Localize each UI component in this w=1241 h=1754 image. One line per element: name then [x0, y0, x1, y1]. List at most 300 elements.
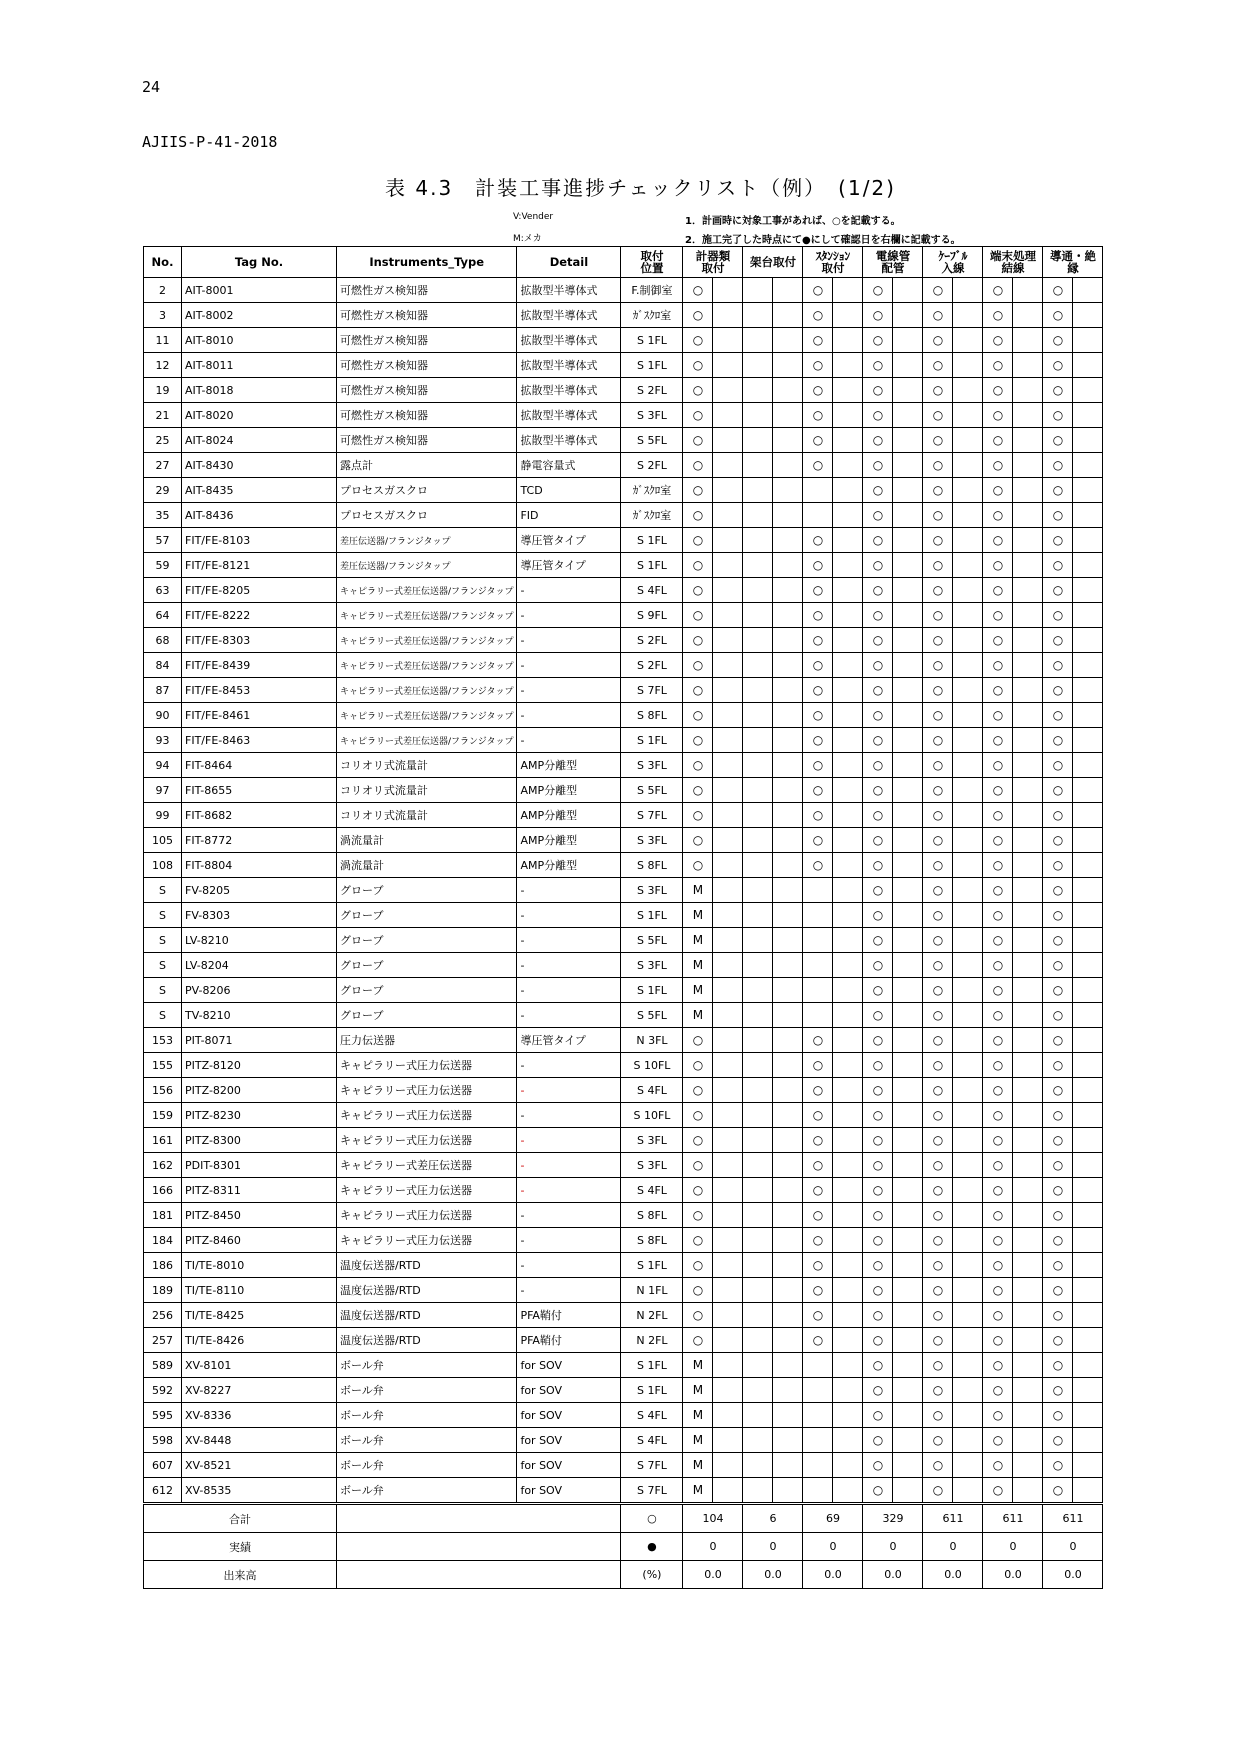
- table-row: [144, 928, 1103, 953]
- row-cont-mark: ○: [1043, 278, 1073, 303]
- row-term-mark: ○: [983, 653, 1013, 678]
- row-no: 162: [144, 1153, 182, 1178]
- row-cont-date: [1073, 1178, 1103, 1203]
- row-stand-mark: [743, 978, 773, 1003]
- row-stand-mark: [743, 503, 773, 528]
- row-station-date: [833, 1203, 863, 1228]
- row-cont-mark: ○: [1043, 753, 1073, 778]
- row-meter-date: [713, 1353, 743, 1378]
- row-term-date: [1013, 878, 1043, 903]
- row-station-mark: [803, 1403, 833, 1428]
- row-station-date: [833, 328, 863, 353]
- row-stand-mark: [743, 653, 773, 678]
- row-location: S 5FL: [621, 778, 683, 803]
- table-row: [144, 1278, 1103, 1303]
- row-location: S 1FL: [621, 1378, 683, 1403]
- row-meter-mark: ○: [683, 1228, 713, 1253]
- row-term-mark: ○: [983, 703, 1013, 728]
- row-term-mark: ○: [983, 953, 1013, 978]
- row-station-date: [833, 478, 863, 503]
- table-row: [144, 803, 1103, 828]
- row-stand-mark: [743, 1103, 773, 1128]
- row-no: 159: [144, 1103, 182, 1128]
- row-station-date: [833, 1053, 863, 1078]
- row-cont-mark: ○: [1043, 1203, 1073, 1228]
- table-row: [144, 1403, 1103, 1428]
- row-station-mark: ○: [803, 803, 833, 828]
- row-cable-mark: ○: [923, 503, 953, 528]
- row-stand-date: [773, 878, 803, 903]
- row-cont-mark: ○: [1043, 878, 1073, 903]
- row-conduit-mark: ○: [863, 678, 893, 703]
- row-conduit-mark: ○: [863, 528, 893, 553]
- row-stand-mark: [743, 553, 773, 578]
- row-location: S 3FL: [621, 953, 683, 978]
- row-instrument-type: 可燃性ガス検知器: [337, 378, 517, 403]
- row-cont-mark: ○: [1043, 1353, 1073, 1378]
- row-conduit-mark: ○: [863, 903, 893, 928]
- row-station-date: [833, 578, 863, 603]
- row-cont-date: [1073, 678, 1103, 703]
- row-conduit-date: [893, 478, 923, 503]
- row-meter-mark: M: [683, 953, 713, 978]
- row-cable-date: [953, 353, 983, 378]
- row-meter-mark: ○: [683, 803, 713, 828]
- row-meter-date: [713, 1303, 743, 1328]
- row-cable-date: [953, 453, 983, 478]
- row-cont-date: [1073, 878, 1103, 903]
- row-meter-date: [713, 353, 743, 378]
- summary-value: 69: [803, 1504, 863, 1533]
- row-cable-mark: ○: [923, 728, 953, 753]
- row-cable-date: [953, 1178, 983, 1203]
- row-term-mark: ○: [983, 378, 1013, 403]
- row-term-date: [1013, 1203, 1043, 1228]
- row-detail: -: [517, 978, 621, 1003]
- row-detail: 静電容量式: [517, 453, 621, 478]
- row-detail: AMP分離型: [517, 778, 621, 803]
- row-no: 257: [144, 1328, 182, 1353]
- row-cont-date: [1073, 1078, 1103, 1103]
- row-cable-mark: ○: [923, 1228, 953, 1253]
- row-tag: PITZ-8460: [182, 1228, 337, 1253]
- row-cable-mark: ○: [923, 1003, 953, 1028]
- row-term-date: [1013, 1478, 1043, 1504]
- row-cont-date: [1073, 503, 1103, 528]
- row-term-date: [1013, 278, 1043, 303]
- row-station-date: [833, 1028, 863, 1053]
- row-cable-mark: ○: [923, 1128, 953, 1153]
- row-tag: FIT-8682: [182, 803, 337, 828]
- row-cable-mark: ○: [923, 928, 953, 953]
- row-instrument-type: キャピラリー式圧力伝送器: [337, 1178, 517, 1203]
- row-stand-mark: [743, 1403, 773, 1428]
- row-stand-date: [773, 278, 803, 303]
- summary-value: 6: [743, 1504, 803, 1533]
- row-conduit-mark: ○: [863, 553, 893, 578]
- row-term-mark: ○: [983, 278, 1013, 303]
- row-meter-date: [713, 1278, 743, 1303]
- row-stand-mark: [743, 928, 773, 953]
- row-cable-date: [953, 1128, 983, 1153]
- row-tag: FIT/FE-8222: [182, 603, 337, 628]
- row-stand-mark: [743, 853, 773, 878]
- row-stand-mark: [743, 1128, 773, 1153]
- row-instrument-type: コリオリ式流量計: [337, 803, 517, 828]
- row-detail: -: [517, 1078, 621, 1103]
- header-tag: Tag No.: [182, 247, 337, 278]
- header-instrument-type: Instruments_Type: [337, 247, 517, 278]
- row-cont-mark: ○: [1043, 1053, 1073, 1078]
- row-meter-date: [713, 628, 743, 653]
- row-cont-mark: ○: [1043, 678, 1073, 703]
- row-stand-mark: [743, 1428, 773, 1453]
- row-detail: AMP分離型: [517, 803, 621, 828]
- row-instrument-type: グローブ: [337, 953, 517, 978]
- row-stand-mark: [743, 728, 773, 753]
- row-term-date: [1013, 978, 1043, 1003]
- row-location: N 1FL: [621, 1278, 683, 1303]
- row-meter-date: [713, 1228, 743, 1253]
- row-cable-date: [953, 1453, 983, 1478]
- row-conduit-mark: ○: [863, 328, 893, 353]
- row-cont-mark: ○: [1043, 453, 1073, 478]
- row-tag: LV-8204: [182, 953, 337, 978]
- row-term-mark: ○: [983, 1128, 1013, 1153]
- row-conduit-mark: ○: [863, 1403, 893, 1428]
- row-stand-mark: [743, 278, 773, 303]
- row-cable-mark: ○: [923, 853, 953, 878]
- row-detail: -: [517, 1103, 621, 1128]
- row-stand-date: [773, 1353, 803, 1378]
- row-instrument-type: キャピラリー式圧力伝送器: [337, 1228, 517, 1253]
- row-tag: PITZ-8300: [182, 1128, 337, 1153]
- row-stand-date: [773, 1378, 803, 1403]
- row-meter-mark: ○: [683, 503, 713, 528]
- row-cont-date: [1073, 1478, 1103, 1504]
- row-tag: LV-8210: [182, 928, 337, 953]
- row-detail: -: [517, 1178, 621, 1203]
- row-stand-mark: [743, 303, 773, 328]
- row-conduit-date: [893, 528, 923, 553]
- row-instrument-type: グローブ: [337, 878, 517, 903]
- table-title: 表 4.3 計装工事進捗チェックリスト（例） (1/2): [385, 176, 896, 200]
- row-meter-mark: M: [683, 1428, 713, 1453]
- row-meter-mark: ○: [683, 853, 713, 878]
- row-meter-date: [713, 403, 743, 428]
- row-conduit-mark: ○: [863, 828, 893, 853]
- row-cable-mark: ○: [923, 1203, 953, 1228]
- row-location: S 7FL: [621, 1453, 683, 1478]
- row-instrument-type: 可燃性ガス検知器: [337, 303, 517, 328]
- row-term-mark: ○: [983, 403, 1013, 428]
- row-conduit-date: [893, 1278, 923, 1303]
- row-meter-date: [713, 478, 743, 503]
- row-detail: PFA鞘付: [517, 1303, 621, 1328]
- row-conduit-mark: ○: [863, 1103, 893, 1128]
- row-conduit-date: [893, 403, 923, 428]
- row-station-mark: ○: [803, 328, 833, 353]
- row-station-date: [833, 778, 863, 803]
- table-row: [144, 1353, 1103, 1378]
- row-meter-date: [713, 878, 743, 903]
- summary-value: 0.0: [863, 1561, 923, 1589]
- row-station-mark: ○: [803, 1303, 833, 1328]
- row-term-date: [1013, 1453, 1043, 1478]
- row-cable-mark: ○: [923, 878, 953, 903]
- row-detail: for SOV: [517, 1378, 621, 1403]
- table-row: [144, 1103, 1103, 1128]
- row-stand-date: [773, 853, 803, 878]
- row-conduit-date: [893, 1153, 923, 1178]
- row-station-date: [833, 1303, 863, 1328]
- row-meter-mark: ○: [683, 1053, 713, 1078]
- row-meter-date: [713, 653, 743, 678]
- table-row: [144, 1078, 1103, 1103]
- row-station-date: [833, 1078, 863, 1103]
- row-meter-mark: ○: [683, 278, 713, 303]
- row-stand-date: [773, 1178, 803, 1203]
- row-stand-mark: [743, 753, 773, 778]
- row-cable-mark: ○: [923, 753, 953, 778]
- row-cont-date: [1073, 1153, 1103, 1178]
- table-row: [144, 828, 1103, 853]
- row-meter-date: [713, 1053, 743, 1078]
- row-stand-mark: [743, 1153, 773, 1178]
- row-conduit-date: [893, 978, 923, 1003]
- row-station-mark: [803, 928, 833, 953]
- row-conduit-mark: ○: [863, 453, 893, 478]
- row-no: S: [144, 903, 182, 928]
- row-cable-date: [953, 278, 983, 303]
- row-term-date: [1013, 553, 1043, 578]
- row-instrument-type: グローブ: [337, 928, 517, 953]
- row-location: S 10FL: [621, 1103, 683, 1128]
- row-station-date: [833, 1353, 863, 1378]
- row-station-date: [833, 528, 863, 553]
- row-stand-mark: [743, 1228, 773, 1253]
- row-tag: TI/TE-8426: [182, 1328, 337, 1353]
- row-station-mark: ○: [803, 678, 833, 703]
- row-cable-date: [953, 928, 983, 953]
- row-no: 84: [144, 653, 182, 678]
- row-station-date: [833, 1253, 863, 1278]
- row-station-date: [833, 678, 863, 703]
- row-conduit-date: [893, 878, 923, 903]
- row-term-date: [1013, 853, 1043, 878]
- row-cont-date: [1073, 1278, 1103, 1303]
- row-cable-date: [953, 1403, 983, 1428]
- row-no: 94: [144, 753, 182, 778]
- table-row: [144, 753, 1103, 778]
- row-term-date: [1013, 528, 1043, 553]
- row-cont-date: [1073, 1228, 1103, 1253]
- row-instrument-type: ボール弁: [337, 1403, 517, 1428]
- row-cont-mark: ○: [1043, 353, 1073, 378]
- row-cable-date: [953, 478, 983, 503]
- row-conduit-date: [893, 928, 923, 953]
- row-meter-date: [713, 1178, 743, 1203]
- row-station-mark: ○: [803, 778, 833, 803]
- row-detail: -: [517, 703, 621, 728]
- row-stand-mark: [743, 478, 773, 503]
- row-instrument-type: 可燃性ガス検知器: [337, 278, 517, 303]
- row-stand-date: [773, 328, 803, 353]
- row-cable-mark: ○: [923, 1178, 953, 1203]
- row-meter-date: [713, 778, 743, 803]
- row-cont-date: [1073, 828, 1103, 853]
- row-cont-mark: ○: [1043, 578, 1073, 603]
- table-row: [144, 578, 1103, 603]
- row-detail: for SOV: [517, 1478, 621, 1504]
- row-location: S 7FL: [621, 1478, 683, 1504]
- row-cont-mark: ○: [1043, 1103, 1073, 1128]
- row-term-date: [1013, 603, 1043, 628]
- row-stand-date: [773, 803, 803, 828]
- row-term-mark: ○: [983, 578, 1013, 603]
- row-instrument-type: 渦流量計: [337, 828, 517, 853]
- row-no: 161: [144, 1128, 182, 1153]
- row-instrument-type: 差圧伝送器/フランジタップ: [337, 553, 517, 578]
- row-stand-date: [773, 453, 803, 478]
- row-detail: -: [517, 1253, 621, 1278]
- row-instrument-type: キャピラリー式差圧伝送器/フランジタップ: [337, 703, 517, 728]
- row-station-mark: ○: [803, 278, 833, 303]
- summary-value: 0.0: [743, 1561, 803, 1589]
- row-stand-date: [773, 503, 803, 528]
- row-conduit-mark: ○: [863, 1353, 893, 1378]
- row-meter-date: [713, 428, 743, 453]
- row-cont-mark: ○: [1043, 528, 1073, 553]
- row-term-mark: ○: [983, 453, 1013, 478]
- row-no: 155: [144, 1053, 182, 1078]
- row-conduit-mark: ○: [863, 728, 893, 753]
- row-station-mark: ○: [803, 1253, 833, 1278]
- row-cont-date: [1073, 703, 1103, 728]
- row-term-date: [1013, 953, 1043, 978]
- summary-body: [144, 1504, 1103, 1589]
- row-cable-mark: ○: [923, 303, 953, 328]
- row-meter-date: [713, 853, 743, 878]
- row-instrument-type: キャピラリー式圧力伝送器: [337, 1053, 517, 1078]
- row-conduit-date: [893, 428, 923, 453]
- row-stand-mark: [743, 1053, 773, 1078]
- row-cont-date: [1073, 953, 1103, 978]
- table-row: [144, 1303, 1103, 1328]
- table-row: [144, 1053, 1103, 1078]
- row-station-mark: [803, 878, 833, 903]
- row-station-mark: ○: [803, 1278, 833, 1303]
- row-station-mark: ○: [803, 853, 833, 878]
- row-instrument-type: 可燃性ガス検知器: [337, 328, 517, 353]
- row-term-mark: ○: [983, 1028, 1013, 1053]
- document-id: AJIIS-P-41-2018: [142, 133, 278, 151]
- row-conduit-mark: ○: [863, 1478, 893, 1504]
- row-detail: -: [517, 953, 621, 978]
- row-stand-date: [773, 978, 803, 1003]
- row-station-mark: ○: [803, 1153, 833, 1178]
- row-station-mark: ○: [803, 728, 833, 753]
- row-stand-date: [773, 1303, 803, 1328]
- row-cont-date: [1073, 853, 1103, 878]
- row-location: S 4FL: [621, 578, 683, 603]
- row-cable-mark: ○: [923, 653, 953, 678]
- row-station-mark: ○: [803, 628, 833, 653]
- summary-row: [144, 1561, 1103, 1589]
- row-stand-mark: [743, 378, 773, 403]
- row-cont-date: [1073, 778, 1103, 803]
- row-tag: PITZ-8200: [182, 1078, 337, 1103]
- row-location: S 4FL: [621, 1428, 683, 1453]
- row-no: S: [144, 928, 182, 953]
- row-cable-date: [953, 428, 983, 453]
- row-term-mark: ○: [983, 678, 1013, 703]
- row-stand-mark: [743, 1453, 773, 1478]
- row-term-date: [1013, 728, 1043, 753]
- row-location: S 2FL: [621, 628, 683, 653]
- row-detail: AMP分離型: [517, 828, 621, 853]
- table-row: [144, 953, 1103, 978]
- row-cont-mark: ○: [1043, 378, 1073, 403]
- row-cont-mark: ○: [1043, 1028, 1073, 1053]
- row-tag: TV-8210: [182, 1003, 337, 1028]
- row-cable-mark: ○: [923, 278, 953, 303]
- row-term-date: [1013, 453, 1043, 478]
- row-instrument-type: 温度伝送器/RTD: [337, 1253, 517, 1278]
- row-cont-mark: ○: [1043, 1328, 1073, 1353]
- row-station-mark: [803, 1378, 833, 1403]
- table-row: [144, 453, 1103, 478]
- note-2: 2．施工完了した時点にて●にして確認日を右欄に記載する。: [685, 235, 961, 246]
- row-detail: -: [517, 903, 621, 928]
- row-location: N 3FL: [621, 1028, 683, 1053]
- row-station-date: [833, 1428, 863, 1453]
- row-conduit-date: [893, 778, 923, 803]
- row-meter-date: [713, 1253, 743, 1278]
- summary-value: 329: [863, 1504, 923, 1533]
- row-cable-mark: ○: [923, 1453, 953, 1478]
- row-meter-mark: ○: [683, 1103, 713, 1128]
- row-term-date: [1013, 1053, 1043, 1078]
- row-stand-mark: [743, 578, 773, 603]
- row-term-date: [1013, 1253, 1043, 1278]
- row-station-date: [833, 903, 863, 928]
- row-detail: 拡散型半導体式: [517, 403, 621, 428]
- row-meter-mark: M: [683, 1478, 713, 1504]
- row-instrument-type: グローブ: [337, 903, 517, 928]
- header-meter-install: 計器類 取付: [683, 247, 743, 278]
- table-row: [144, 978, 1103, 1003]
- row-conduit-mark: ○: [863, 953, 893, 978]
- row-meter-mark: ○: [683, 653, 713, 678]
- row-conduit-mark: ○: [863, 428, 893, 453]
- row-instrument-type: 温度伝送器/RTD: [337, 1278, 517, 1303]
- row-station-date: [833, 653, 863, 678]
- row-meter-mark: M: [683, 1353, 713, 1378]
- row-conduit-date: [893, 1028, 923, 1053]
- row-instrument-type: キャピラリー式差圧伝送器/フランジタップ: [337, 578, 517, 603]
- row-meter-mark: ○: [683, 753, 713, 778]
- row-instrument-type: 可燃性ガス検知器: [337, 403, 517, 428]
- row-no: 2: [144, 278, 182, 303]
- row-conduit-date: [893, 1003, 923, 1028]
- row-stand-date: [773, 1278, 803, 1303]
- row-conduit-date: [893, 728, 923, 753]
- row-conduit-date: [893, 1053, 923, 1078]
- row-meter-date: [713, 1453, 743, 1478]
- summary-row: [144, 1533, 1103, 1561]
- row-meter-date: [713, 928, 743, 953]
